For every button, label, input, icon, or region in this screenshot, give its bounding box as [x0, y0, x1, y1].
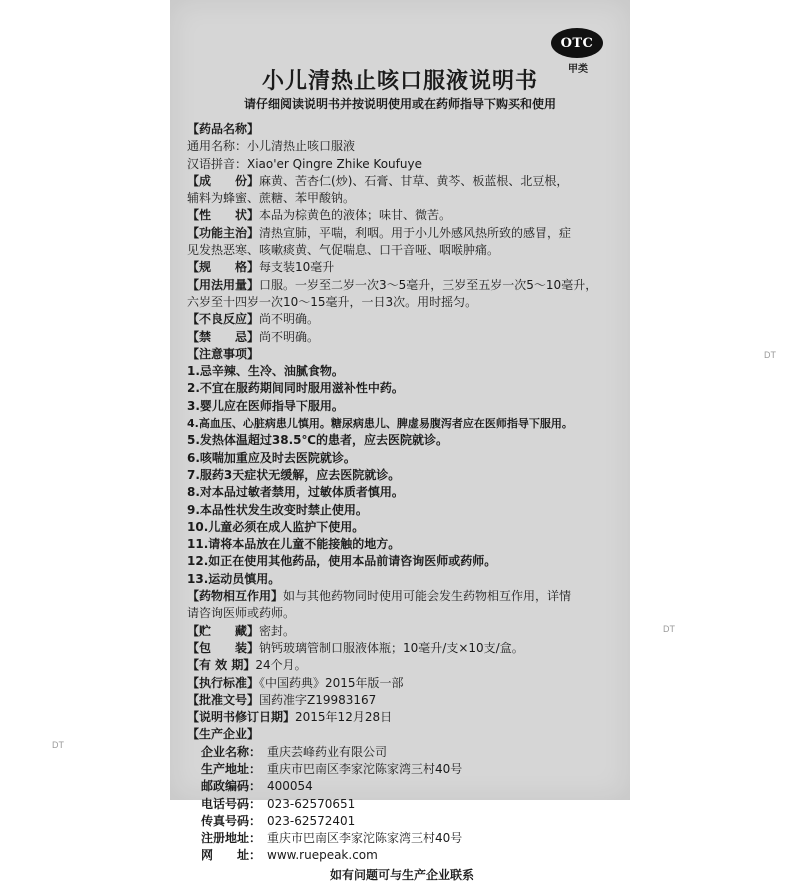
storage-text: 密封。 [259, 623, 296, 638]
manufacturer-key: 网 址： [201, 848, 262, 863]
precaution-item: 11.请将本品放在儿童不能接触的地方。 [187, 537, 401, 552]
validity-text: 24个月。 [255, 658, 307, 673]
storage-section [187, 623, 617, 640]
watermark: DT [764, 350, 776, 360]
usage-text: 口服。一岁至二岁一次3～5毫升，三岁至五岁一次5～10毫升， [259, 277, 598, 292]
leaflet-content [187, 121, 617, 884]
standard-heading: 【执行标准】 [187, 675, 260, 690]
manufacturer-row [187, 813, 617, 830]
manufacturer-value: 023-62572401 [267, 813, 356, 828]
manufacturer-value: www.ruepeak.com [267, 848, 378, 863]
contraindications-section [187, 329, 617, 346]
manufacturer-row [187, 830, 617, 847]
manufacturer-value: 重庆市巴南区李家沱陈家湾三村40号 [267, 831, 463, 846]
manufacturer-key: 注册地址： [201, 831, 262, 846]
manufacturer-row [187, 847, 617, 864]
usage-text-cont: 六岁至十四岁一次10～15毫升，一日3次。用时摇匀。 [187, 294, 478, 309]
manufacturer-row [187, 744, 617, 761]
indications-text: 清热宣肺，平喘，利咽。用于小儿外感风热所致的感冒，症 [259, 225, 572, 240]
precaution-item: 3.婴儿应在医师指导下服用。 [187, 398, 344, 413]
ingredients-section [187, 173, 617, 190]
manufacturer-key: 邮政编码： [201, 779, 262, 794]
manufacturer-row [187, 796, 617, 813]
manufacturer-key: 传真号码： [201, 813, 262, 828]
contraindications-heading: 【禁 忌】 [187, 329, 260, 344]
watermark: DT [663, 624, 675, 634]
precaution-item: 7.服药3天症状无缓解，应去医院就诊。 [187, 467, 401, 482]
specification-text: 每支装10毫升 [259, 260, 335, 275]
storage-heading: 【贮 藏】 [187, 623, 260, 638]
standard-section [187, 675, 617, 692]
precaution-item: 12.如正在使用其他药品，使用本品前请咨询医师或药师。 [187, 554, 497, 569]
interactions-heading: 【药物相互作用】 [187, 589, 284, 604]
manufacturer-heading: 【生产企业】 [187, 727, 260, 742]
standard-text: 《中国药典》2015年版一部 [259, 675, 404, 690]
manufacturer-value: 023-62570651 [267, 796, 356, 811]
package-text: 钠钙玻璃管制口服液体瓶；10毫升/支×10支/盒。 [259, 640, 524, 655]
character-section [187, 207, 617, 224]
validity-heading: 【有 效 期】 [187, 658, 256, 673]
manufacturer-value: 重庆芸峰药业有限公司 [267, 744, 388, 759]
pinyin-name: 汉语拼音：Xiao'er Qingre Zhike Koufuye [187, 156, 422, 171]
precaution-item: 13.运动员慎用。 [187, 571, 281, 586]
revision-section [187, 709, 617, 726]
contact-footer: 如有问题可与生产企业联系 [329, 867, 474, 882]
package-heading: 【包 装】 [187, 640, 260, 655]
usage-heading: 【用法用量】 [187, 277, 260, 292]
interactions-text: 如与其他药物同时使用可能会发生药物相互作用，详情 [283, 589, 572, 604]
ingredients-heading: 【成 份】 [187, 173, 260, 188]
contraindications-text: 尚不明确。 [259, 329, 320, 344]
specification-section [187, 259, 617, 276]
package-section [187, 640, 617, 657]
approval-section [187, 692, 617, 709]
manufacturer-row [187, 761, 617, 778]
ingredients-excipients: 辅料为蜂蜜、蔗糖、苯甲酸钠。 [187, 191, 356, 206]
manufacturer-key: 企业名称： [201, 744, 262, 759]
approval-text: 国药准字Z19983167 [259, 692, 377, 707]
ingredients-text: 麻黄、苦杏仁(炒)、石膏、甘草、黄芩、板蓝根、北豆根， [259, 173, 569, 188]
usage-section [187, 277, 617, 294]
interactions-text-cont: 请咨询医师或药师。 [187, 606, 296, 621]
precaution-item: 5.发热体温超过38.5℃的患者，应去医院就诊。 [187, 433, 449, 448]
precaution-item: 10.儿童必须在成人监护下使用。 [187, 519, 365, 534]
precaution-item: 6.咳喘加重应及时去医院就诊。 [187, 450, 356, 465]
manufacturer-value: 重庆市巴南区李家沱陈家湾三村40号 [267, 761, 463, 776]
precautions-heading: 【注意事项】 [187, 346, 260, 361]
adverse-section [187, 311, 617, 328]
drug-name-heading: 【药品名称】 [187, 122, 260, 136]
approval-heading: 【批准文号】 [187, 692, 260, 707]
manufacturer-row [187, 778, 617, 795]
validity-section [187, 657, 617, 674]
indications-heading: 【功能主治】 [187, 225, 260, 240]
revision-heading: 【说明书修订日期】 [187, 710, 296, 725]
precaution-item: 9.本品性状发生改变时禁止使用。 [187, 502, 368, 517]
manufacturer-key: 电话号码： [201, 796, 262, 811]
watermark: DT [52, 740, 64, 750]
otc-badge: OTC [551, 28, 603, 58]
character-heading: 【性 状】 [187, 208, 260, 223]
precaution-item: 8.对本品过敏者禁用，过敏体质者慎用。 [187, 485, 404, 500]
document-title: 小儿清热止咳口服液说明书 [261, 69, 538, 94]
precaution-item: 1.忌辛辣、生冷、油腻食物。 [187, 364, 344, 379]
generic-name: 通用名称：小儿清热止咳口服液 [187, 139, 356, 154]
revision-text: 2015年12月28日 [295, 710, 393, 725]
adverse-text: 尚不明确。 [259, 312, 320, 327]
precaution-item: 2.不宜在服药期间同时服用滋补性中药。 [187, 381, 404, 396]
character-text: 本品为棕黄色的液体；味甘、微苦。 [259, 208, 452, 223]
specification-heading: 【规 格】 [187, 260, 260, 275]
indications-section [187, 225, 617, 242]
interactions-section [187, 588, 617, 605]
otc-class-label: 甲类 [568, 64, 588, 75]
indications-text-cont: 见发热恶寒、咳嗽痰黄、气促喘息、口干音哑、咽喉肿痛。 [187, 243, 500, 258]
manufacturer-value: 400054 [267, 779, 313, 794]
precaution-item: 4.高血压、心脏病患儿慎用。糖尿病患儿、脾虚易腹泻者应在医师指导下服用。 [187, 417, 573, 431]
adverse-heading: 【不良反应】 [187, 312, 260, 327]
manufacturer-key: 生产地址： [201, 761, 262, 776]
document-subtitle: 请仔细阅读说明书并按说明使用或在药师指导下购买和使用 [243, 97, 556, 111]
